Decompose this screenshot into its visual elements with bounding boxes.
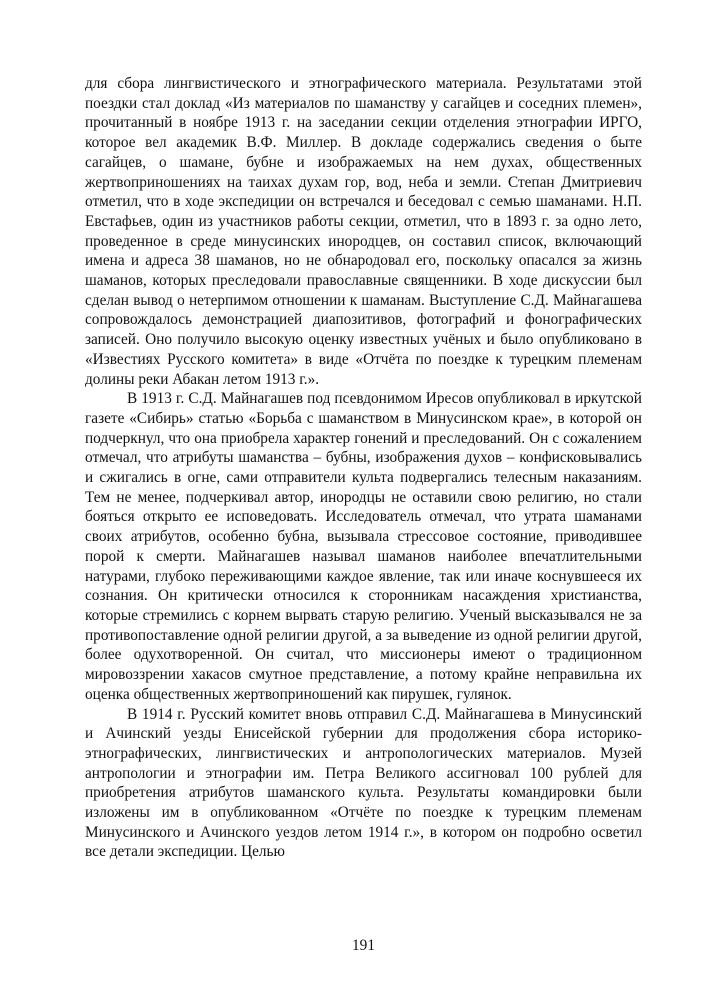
page-number: 191 <box>352 937 375 954</box>
paragraph-2: В 1913 г. С.Д. Майнагашев под псевдонимом Иресов опубликовал в иркутской газете «Сибирь» статью «Борьба с шаманством в Минусинском крае», в которой он подчеркнул, что она приобрела характер гонений и преследований. Он с сожалением отмечал, что атрибуты шаманства – бубны, изображения духов – конфисковывались и сжигались в огне, сами отправители культа подвергались телесным наказаниям. Тем не менее, подчеркивал автор, инородцы не оставили свою религию, но стали бояться открыто ее исповедовать. Исследователь отмечал, что утрата шаманами своих атрибутов, особенно бубна, вызывала стрессовое состояние, приводившее порой к смерти. Майнагашев называл шаманов наиболее впечатлительными натурами, глубоко переживающими каждое явление, так или иначе коснувшееся их сознания. Он критически относился к сторонникам насаждения христианства, которые стремились с корнем вырвать старую религию. Ученый высказывался не за противопоставление одной религии другой, а за выведение из одной религии другой, более одухотворенной. Он считал, что миссионеры имеют о традиционном мировоззрении хакасов смутное представление, а потому крайне неправильна их оценка общественных жертвоприношений как пирушек, гулянок. <box>85 390 642 703</box>
page-body <box>85 74 642 862</box>
paragraph-1: для сбора лингвистического и этнографического материала. Результатами этой поездки стал доклад «Из материалов по шаманству у сагайцев и соседних племен», прочитанный в ноябре 1913 г. на заседании секции отделения этнографии ИРГО, которое вел академик В.Ф. Миллер. В докладе содержались сведения о быте сагайцев, о шамане, бубне и изображаемых на нем духах, общественных жертвоприношениях на таихах духам гор, вод, неба и земли. Степан Дмитриевич отметил, что в ходе экспедиции он встречался и беседовал с семью шаманами. Н.П. Евстафьев, один из участников работы секции, отметил, что в 1893 г. за одно лето, проведенное в среде минусинских инородцев, он составил список, включающий имена и адреса 38 шаманов, но не обнародовал его, поскольку опасался за жизнь шаманов, которых преследовали православные священники. В ходе дискуссии был сделан вывод о нетерпимом отношении к шаманам. Выступление С.Д. Майнагашева сопровождалось демонстрацией диапозитивов, фотографий и фонографических записей. Оно получило высокую оценку известных учёных и было опубликовано в «Известиях Русского комитета» в виде «Отчёта по поездке к турецким племенам долины реки Абакан летом 1913 г.». <box>85 75 642 388</box>
paragraph-3: В 1914 г. Русский комитет вновь отправил С.Д. Майнагашева в Минусинский и Ачинский уезды Енисейской губернии для продолжения сбора историко-этнографических, лингвистических и антропологических материалов. Музей антропологии и этнографии им. Петра Великого ассигновал 100 рублей для приобретения атрибутов шаманского культа. Результаты командировки были изложены им в опубликованном «Отчёте по поездке к турецким племенам Минусинского и Ачинского уездов летом 1914 г.», в котором он подробно осветил все детали экспедиции. Целью <box>85 705 642 861</box>
